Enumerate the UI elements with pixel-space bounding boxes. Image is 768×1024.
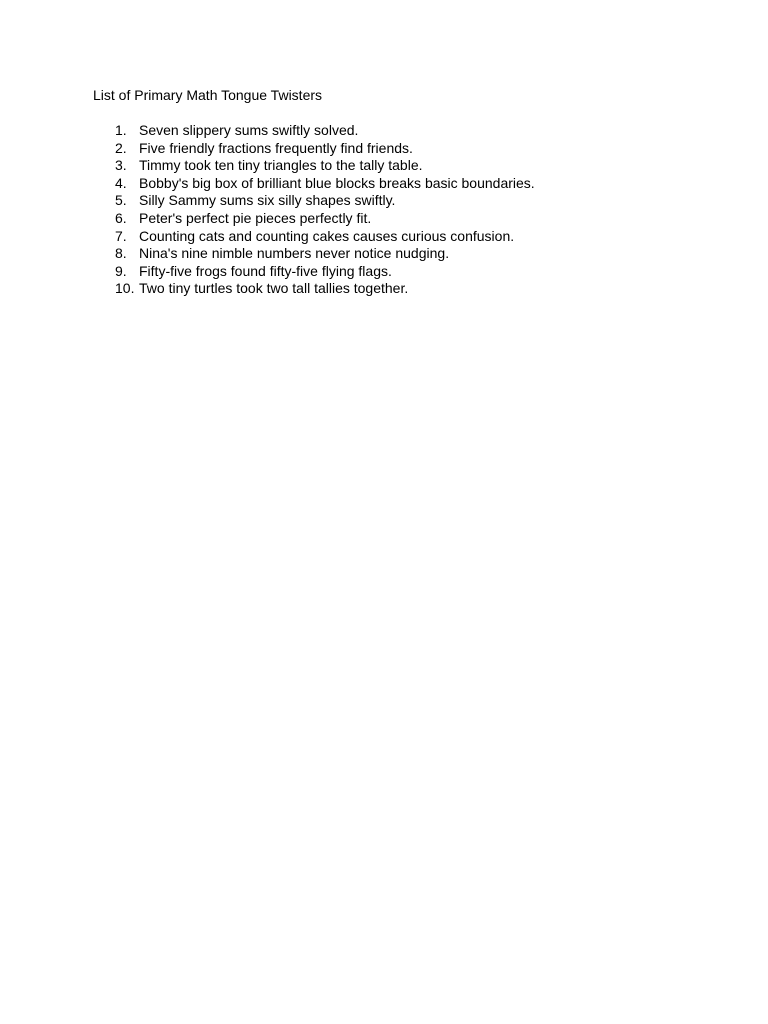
list-item-number: 1. <box>115 122 127 138</box>
list-item-text: Fifty-five frogs found fifty-five flying flags. <box>139 262 392 279</box>
document-title: List of Primary Math Tongue Twisters <box>93 87 323 103</box>
list-item-text: Seven slippery sums swiftly solved. <box>139 122 359 138</box>
list-item <box>93 192 535 210</box>
list-item-number: 6. <box>115 209 127 226</box>
list-item <box>93 122 535 140</box>
list-item-text: Counting cats and counting cakes causes curious confusion. <box>139 227 515 244</box>
list-item <box>93 140 535 158</box>
list-item-text: Bobby's big box of brilliant blue blocks breaks basic boundaries. <box>139 174 535 191</box>
list-item <box>93 280 535 298</box>
list-item-number: 7. <box>115 227 127 244</box>
tongue-twister-list <box>93 122 535 298</box>
list-item-text: Silly Sammy sums six silly shapes swiftly. <box>139 192 396 209</box>
list-item <box>93 210 535 228</box>
list-item-text: Five friendly fractions frequently find friends. <box>139 139 413 156</box>
list-item-text: Timmy took ten tiny triangles to the tally table. <box>139 157 423 174</box>
list-item <box>93 157 535 175</box>
list-item-number: 3. <box>115 157 127 174</box>
list-item-text: Nina's nine nimble numbers never notice nudging. <box>139 245 450 262</box>
list-item-number: 5. <box>115 192 127 209</box>
list-item <box>93 245 535 263</box>
list-item <box>93 228 535 246</box>
list-item-number: 2. <box>115 139 127 156</box>
list-item-number: 4. <box>115 174 127 191</box>
list-item-number: 9. <box>115 262 127 279</box>
list-item-number: 8. <box>115 245 127 262</box>
list-item <box>93 263 535 281</box>
list-item-text: Two tiny turtles took two tall tallies together. <box>139 280 409 297</box>
list-item <box>93 175 535 193</box>
list-item-text: Peter's perfect pie pieces perfectly fit. <box>139 209 372 226</box>
list-item-number: 10. <box>115 280 135 297</box>
